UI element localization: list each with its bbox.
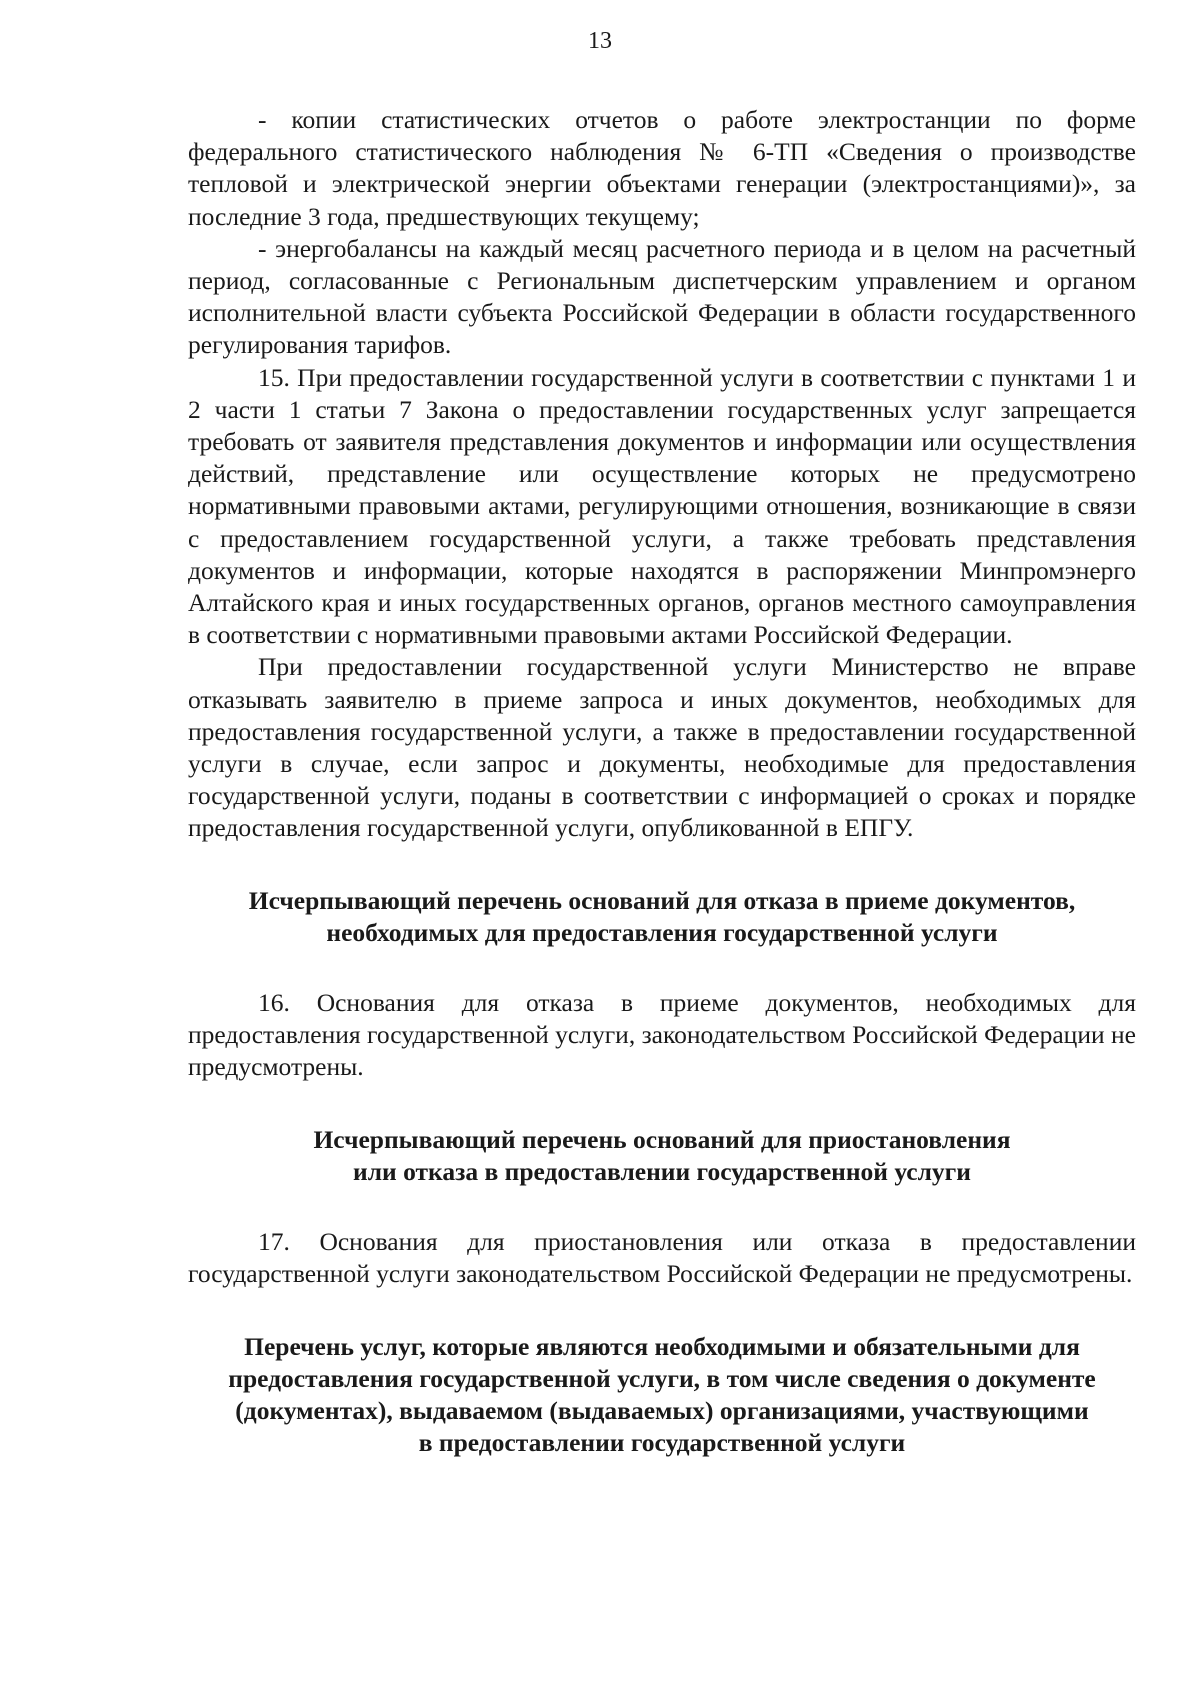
heading-line: Перечень услуг, которые являются необходимыми и обязательными для [244,1331,1080,1361]
paragraph-item-17: 17. Основания для приостановления или отказа в предоставлении государственной услуги законодательством Российской Федерации не предусмотрены. [188,1227,1136,1289]
page-number: 13 [588,28,612,54]
heading-line: в предоставлении государственной услуги [418,1428,906,1458]
heading-line: Исчерпывающий перечень оснований для приостановления [313,1124,1011,1154]
paragraph-statistical-reports: - копии статистических отчетов о работе электростанции по форме федерального статистического наблюдения № 6-ТП «Сведения о производстве тепловой и электрической энергии объектами генерации (электростанциями)», за последние 3 года, предшествующих текущему; [188,105,1136,231]
heading-suspension-refusal [188,1124,1136,1188]
heading-refusal-documents [188,885,1136,949]
heading-line: или отказа в предоставлении государственной услуги [353,1156,971,1186]
document-body [188,104,1136,1459]
heading-line: необходимых для предоставления государственной услуги [326,917,998,947]
paragraph-item-15: 15. При предоставлении государственной услуги в соответствии с пунктами 1 и 2 части 1 статьи 7 Закона о предоставлении государственных услуг запрещается требовать от заявителя представления документов и информации или осуществления действий, представление или осуществление которых не предусмотрено нормативными правовыми актами, регулирующими отношения, возникающие в связи с предоставлением государственной услуги, а также требовать представления документов и информации, которые находятся в распоряжении Минпромэнерго Алтайского края и иных государственных органов, органов местного самоуправления в соответствии с нормативными правовыми актами Российской Федерации. [188,362,1136,650]
paragraph-ministry-rule: При предоставлении государственной услуги Министерство не вправе отказывать заявителю в приеме запроса и иных документов, необходимых для предоставления государственной услуги, а также в предоставлении государственной услуги в случае, если запрос и документы, необходимые для предоставления государственной услуги, поданы в соответствии с информацией о сроках и порядке предоставления государственной услуги, опубликованной в ЕПГУ. [188,652,1136,843]
heading-line: (документах), выдаваемом (выдаваемых) организациями, участвующими [235,1395,1089,1425]
paragraph-energy-balances: - энергобалансы на каждый месяц расчетного периода и в целом на расчетный период, согласованные с Региональным диспетчерским управлением и органом исполнительной власти субъекта Российской Федерации в области государственного регулирования тарифов. [188,233,1136,360]
heading-required-services [188,1331,1136,1460]
paragraph-item-16: 16. Основания для отказа в приеме документов, необходимых для предоставления государственной услуги, законодательством Российской Федерации не предусмотрены. [188,988,1136,1082]
heading-line: предоставления государственной услуги, в том числе сведения о документе [228,1363,1096,1393]
heading-line: Исчерпывающий перечень оснований для отказа в приеме документов, [248,885,1076,915]
